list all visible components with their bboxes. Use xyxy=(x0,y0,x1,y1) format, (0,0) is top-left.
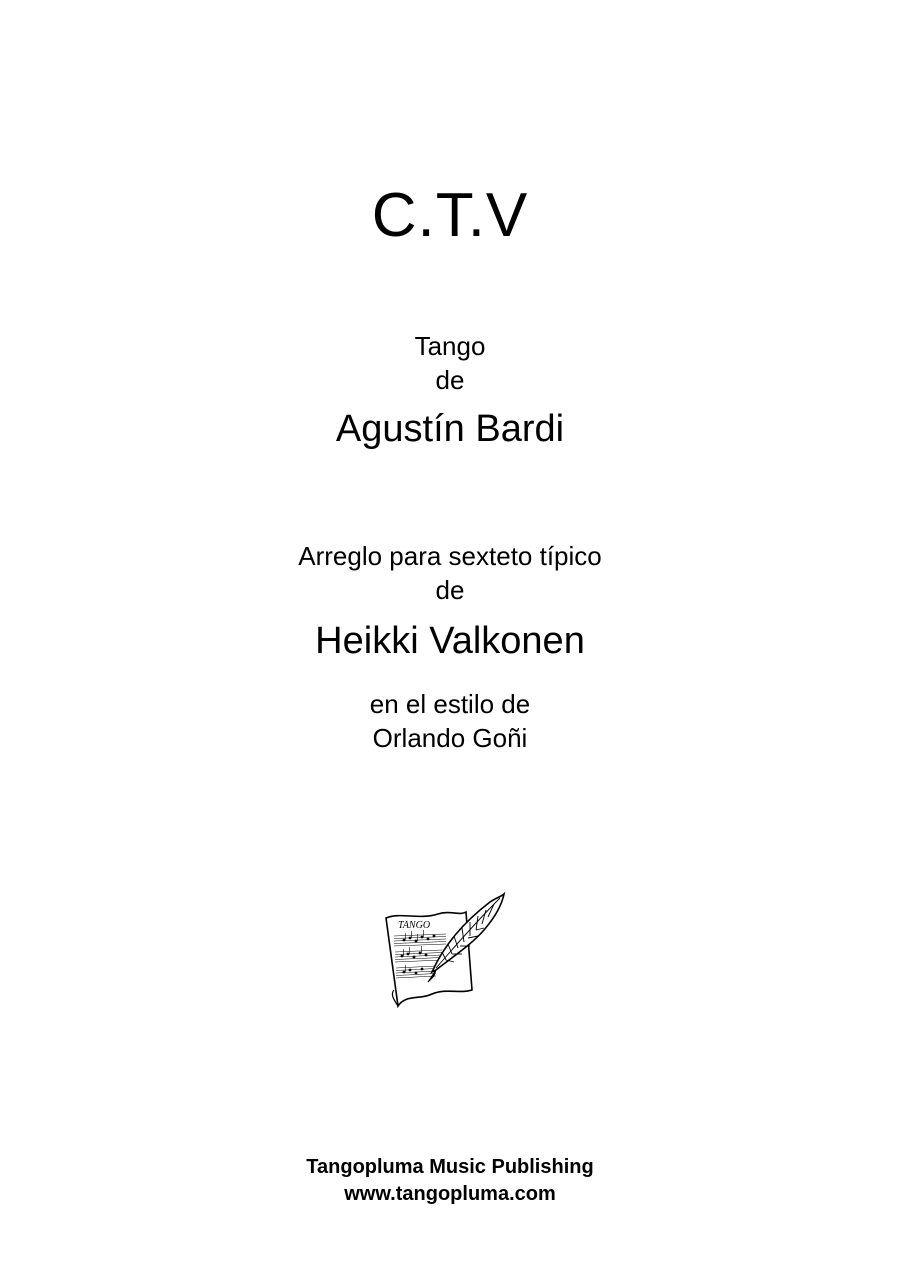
arranger-name: Heikki Valkonen xyxy=(315,620,585,662)
publisher-name: Tangopluma Music Publishing xyxy=(306,1156,594,1178)
genre-label: Tango xyxy=(414,331,486,361)
sheet-music-quill-icon xyxy=(380,890,506,1010)
composer-name: Agustín Bardi xyxy=(335,408,565,450)
by-label: de xyxy=(435,365,465,395)
arranger-by-label: de xyxy=(435,575,465,605)
arrangement-label: Arreglo para sexteto típico xyxy=(298,541,602,571)
style-name: Orlando Goñi xyxy=(372,723,528,753)
style-intro: en el estilo de xyxy=(369,689,531,719)
page-title: C.T.V xyxy=(371,181,529,250)
svg-text:TANGO: TANGO xyxy=(398,920,431,931)
website-link[interactable]: www.tangopluma.com xyxy=(344,1183,556,1205)
